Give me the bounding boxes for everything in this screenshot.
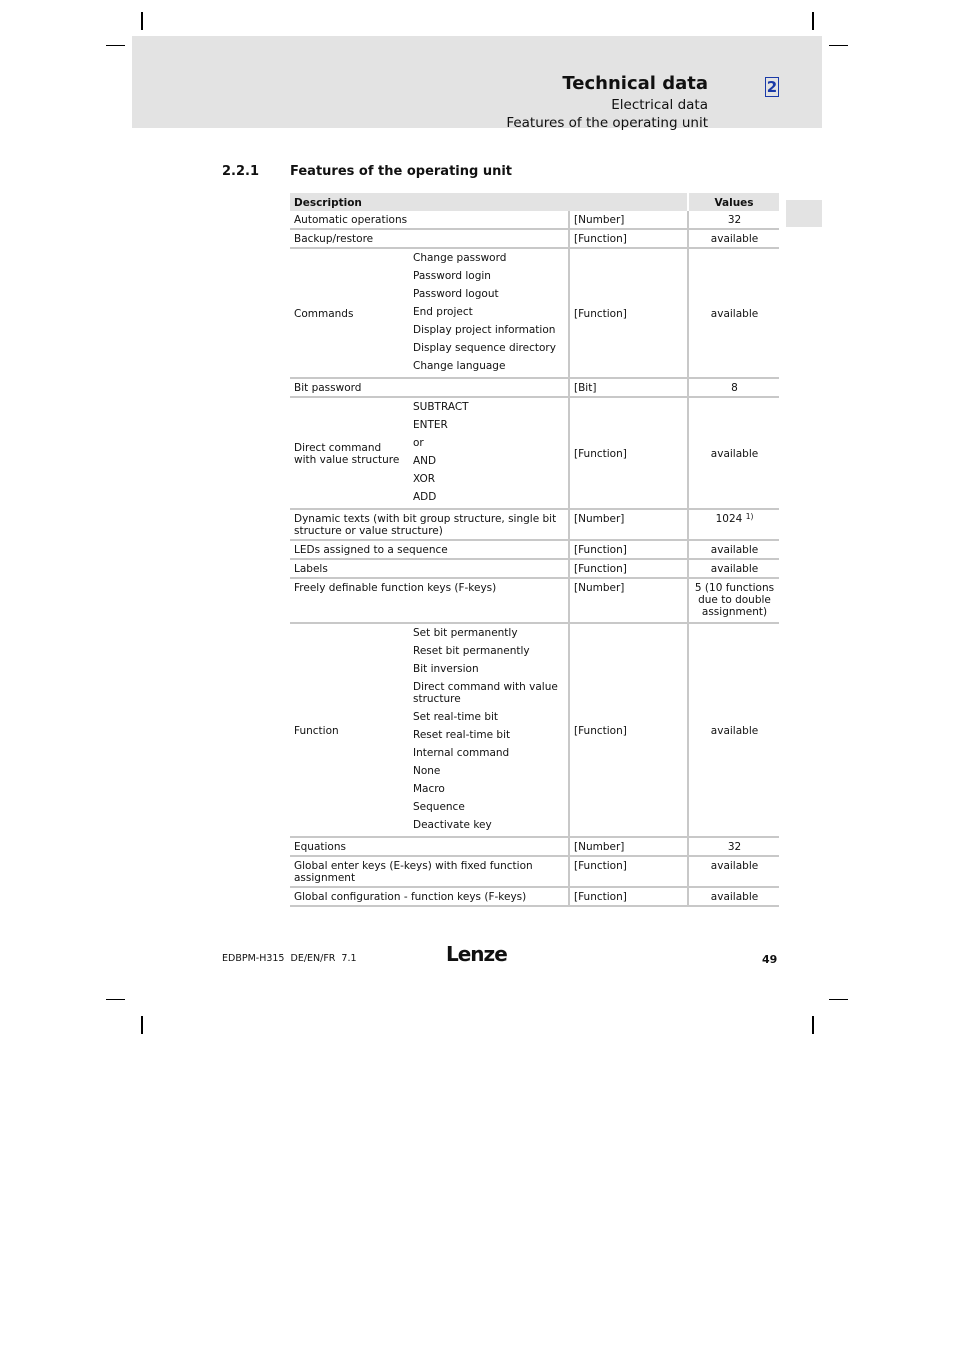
row-unit: [Number] (569, 837, 688, 856)
row-description: Global configuration - function keys (F-keys) (290, 887, 569, 906)
list-item: Display sequence directory (413, 342, 556, 354)
row-description: Backup/restore (290, 229, 569, 248)
row-value: 8 (688, 378, 779, 397)
list-item: ENTER (413, 419, 448, 431)
list-item: Bit inversion (413, 663, 479, 675)
list-item: Password logout (413, 288, 499, 300)
row-description: Function (290, 623, 409, 837)
footnote-marker: 1) (745, 512, 754, 521)
crop-mark (106, 45, 125, 46)
row-unit: [Number] (569, 211, 688, 229)
list-item: Sequence (413, 801, 465, 813)
table-row (290, 559, 779, 578)
crop-mark (141, 12, 143, 30)
row-unit: [Function] (569, 248, 688, 378)
list-item: Display project information (413, 324, 556, 336)
list-item: Reset real-time bit (413, 729, 511, 741)
features-table (290, 193, 779, 907)
list-item: Reset bit permanently (413, 645, 530, 657)
list-item: Direct command with value structure (413, 681, 558, 705)
table-row (290, 623, 779, 837)
list-item: SUBTRACT (413, 401, 469, 413)
row-description: Freely definable function keys (F-keys) (290, 578, 569, 623)
row-unit: [Number] (569, 578, 688, 623)
row-description: Commands (290, 248, 409, 378)
side-tab (786, 200, 822, 227)
document-id: EDBPM-H315 DE/EN/FR 7.1 (222, 953, 357, 964)
table-row (290, 856, 779, 887)
row-unit: [Function] (569, 856, 688, 887)
table-row (290, 378, 779, 397)
row-value: available (688, 856, 779, 887)
row-description: Global enter keys (E-keys) with fixed function assignment (290, 856, 569, 887)
row-unit: [Bit] (569, 378, 688, 397)
row-unit: [Number] (569, 509, 688, 540)
list-item: Password login (413, 270, 491, 282)
list-item: XOR (413, 473, 436, 485)
table-row (290, 248, 779, 378)
table-row (290, 397, 779, 509)
list-item: Set bit permanently (413, 627, 518, 639)
row-value: available (688, 229, 779, 248)
row-description: Automatic operations (290, 211, 569, 229)
section-title: Features of the operating unit (290, 164, 513, 179)
row-description: Labels (290, 559, 569, 578)
list-item: Set real-time bit (413, 711, 499, 723)
row-subitems (409, 397, 569, 509)
list-item: None (413, 765, 441, 777)
lenze-logo: Lenze (446, 942, 507, 966)
row-unit: [Function] (569, 540, 688, 559)
row-value: available (688, 623, 779, 837)
header-band (132, 36, 822, 128)
table-row (290, 509, 779, 540)
list-item: ADD (413, 491, 437, 503)
page-subtitle: Electrical data (611, 97, 708, 113)
table-row (290, 540, 779, 559)
row-unit: [Function] (569, 623, 688, 837)
row-subitems (409, 623, 569, 837)
row-description: Dynamic texts (with bit group structure, single bit structure or value structure) (290, 509, 569, 540)
row-value: available (688, 248, 779, 378)
row-value: 32 (688, 837, 779, 856)
column-header-description: Description (290, 193, 688, 211)
crop-mark (812, 12, 814, 30)
crop-mark (812, 1016, 814, 1034)
list-item: Macro (413, 783, 445, 795)
list-item: End project (413, 306, 473, 318)
row-value: available (688, 397, 779, 509)
list-item: Change language (413, 360, 506, 372)
crop-mark (106, 999, 125, 1000)
row-description: Equations (290, 837, 569, 856)
column-header-values: Values (688, 193, 779, 211)
row-unit: [Function] (569, 559, 688, 578)
row-unit: [Function] (569, 887, 688, 906)
table-row (290, 211, 779, 229)
crop-mark (141, 1016, 143, 1034)
row-value: available (688, 540, 779, 559)
row-description: LEDs assigned to a sequence (290, 540, 569, 559)
row-description: Direct command with value structure (290, 397, 409, 509)
row-description: Bit password (290, 378, 569, 397)
table-row (290, 578, 779, 623)
section-number: 2.2.1 (222, 164, 260, 179)
crop-mark (829, 45, 848, 46)
table-row (290, 887, 779, 906)
table-header-row (290, 193, 779, 211)
row-value: available (688, 887, 779, 906)
row-unit: [Function] (569, 229, 688, 248)
table-row (290, 229, 779, 248)
row-subitems (409, 248, 569, 378)
row-unit: [Function] (569, 397, 688, 509)
list-item: Change password (413, 252, 507, 264)
row-value (688, 509, 779, 540)
page-number: 49 (762, 953, 778, 966)
row-value: available (688, 559, 779, 578)
list-item: AND (413, 455, 437, 467)
page-title: Technical data (562, 73, 708, 94)
crop-mark (829, 999, 848, 1000)
table-row (290, 837, 779, 856)
list-item: or (413, 437, 424, 449)
page-subtitle-2: Features of the operating unit (506, 115, 708, 131)
row-value: 5 (10 functions due to double assignment) (688, 578, 779, 623)
list-item: Deactivate key (413, 819, 492, 831)
row-value-number: 1024 (715, 513, 743, 525)
list-item: Internal command (413, 747, 510, 759)
chapter-number[interactable]: 2 (766, 78, 778, 96)
row-value: 32 (688, 211, 779, 229)
